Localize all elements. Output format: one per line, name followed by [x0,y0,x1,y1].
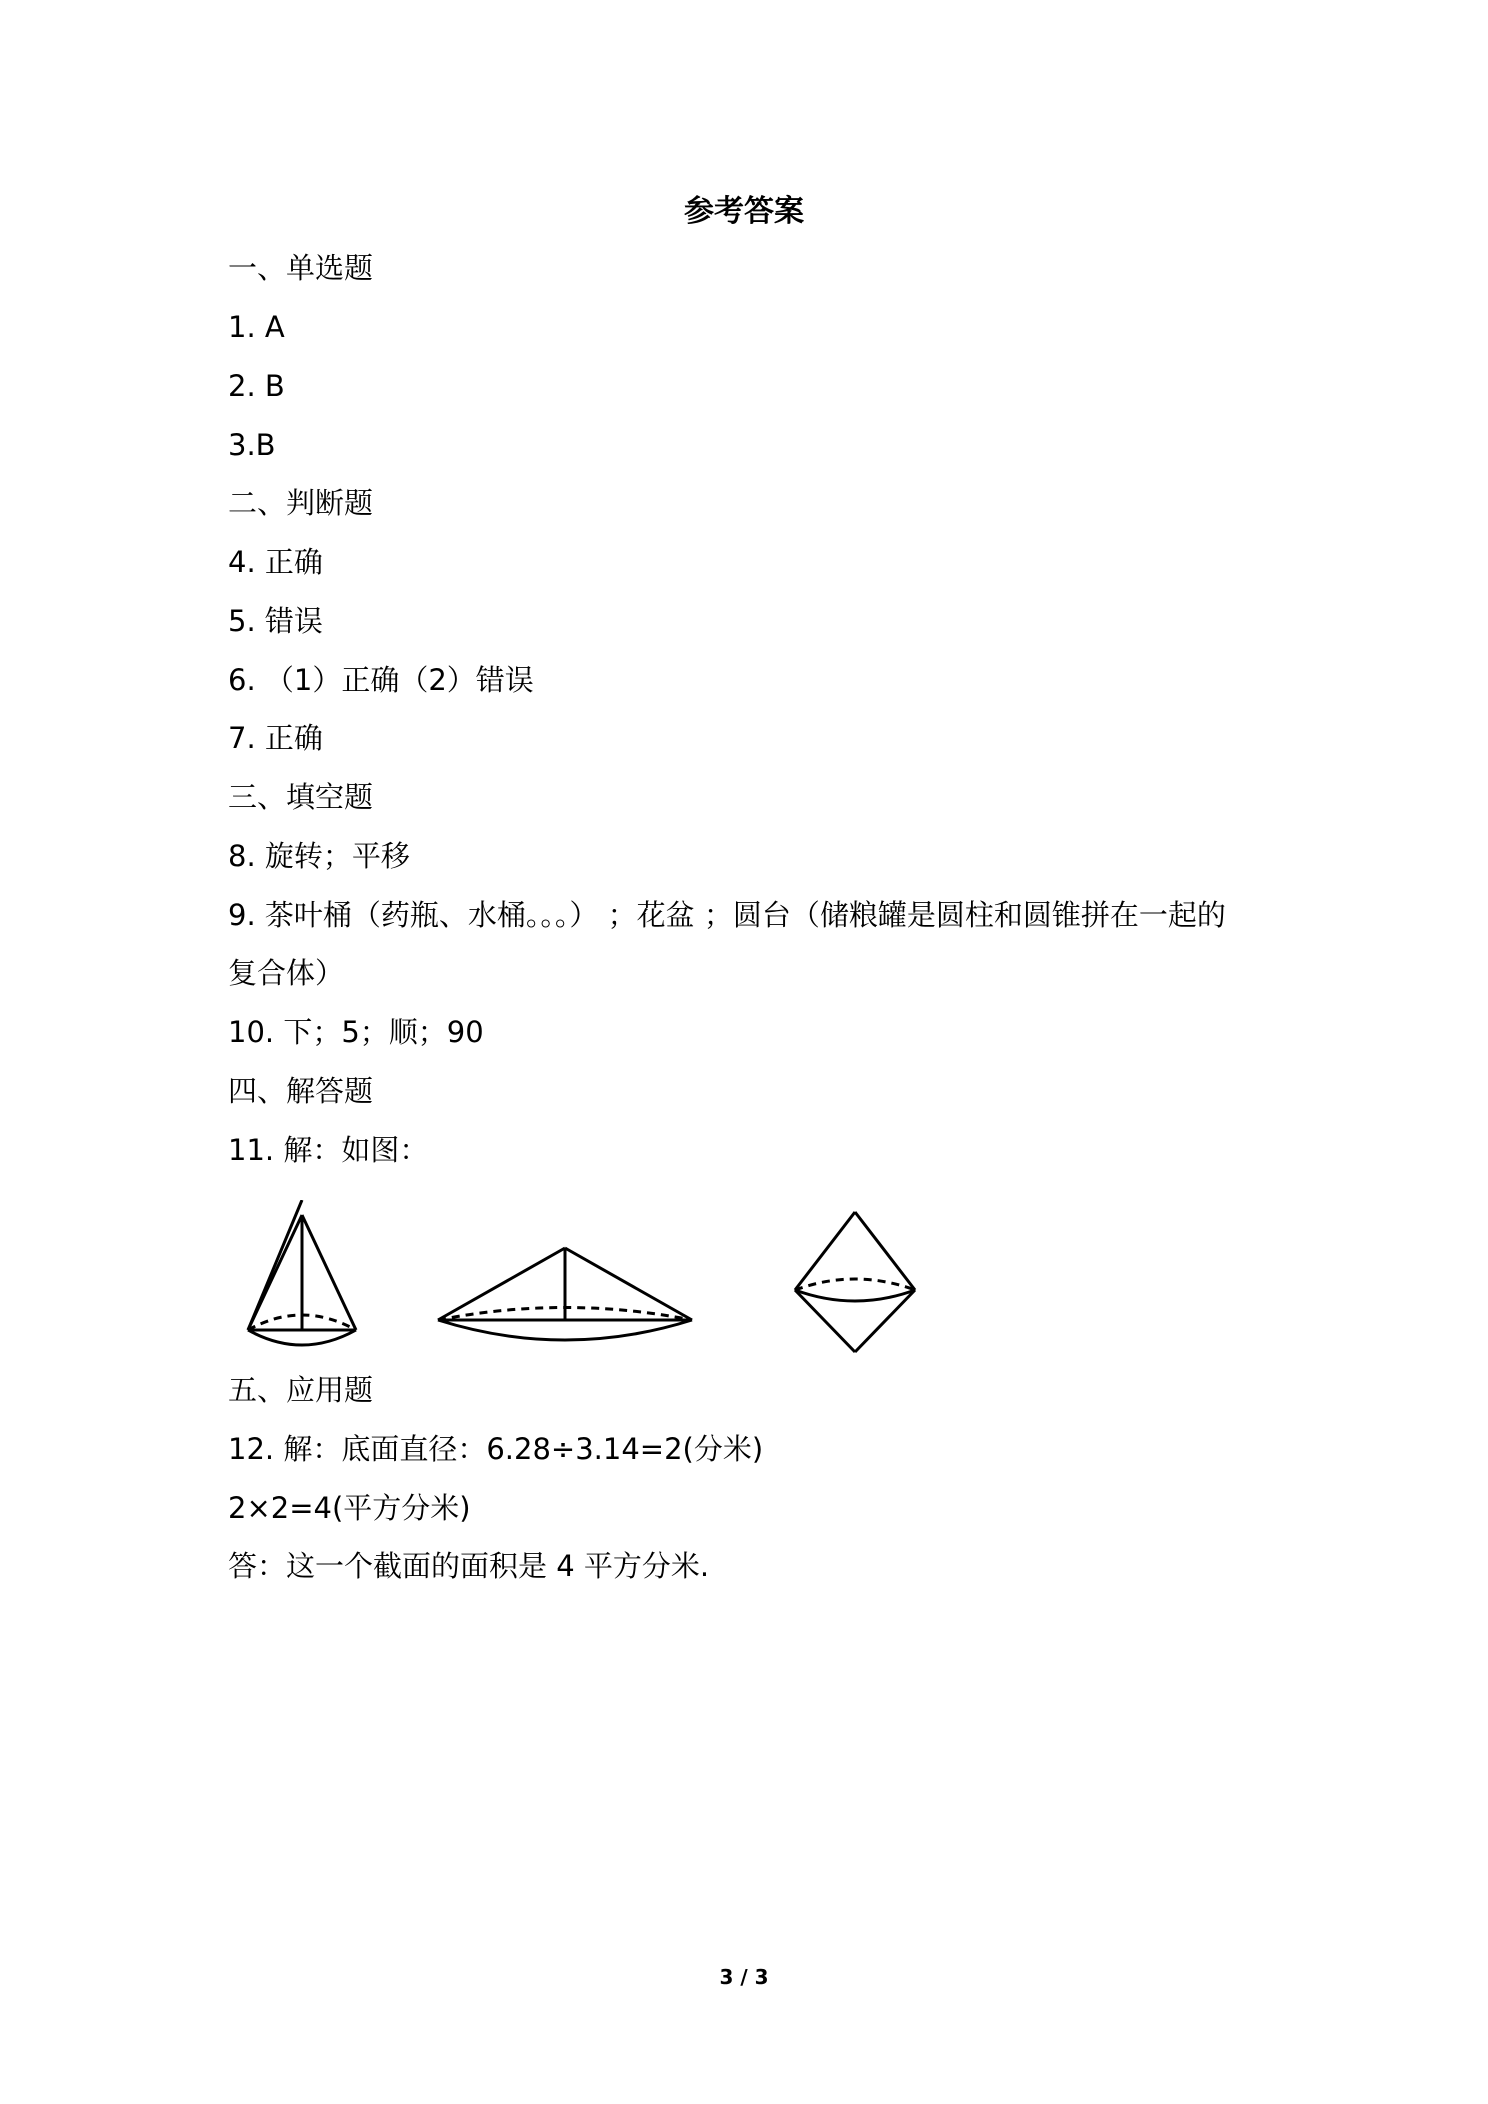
answer-9: 9. 茶叶桶（药瓶、水桶。。。） ；花盆 ；圆台（储粮罐是圆柱和圆锥拼在一起的 [228,898,1226,932]
answer-4: 4. 正确 [228,545,323,579]
answer-6: 6. （1）正确（2）错误 [228,663,534,697]
answer-11: 11. 解：如图： [228,1133,429,1167]
cone-cross-section-figures [228,1200,988,1360]
answer-7: 7. 正确 [228,721,323,755]
section-heading-single-choice: 一、单选题 [228,251,374,285]
section-heading-solve: 四、解答题 [228,1074,374,1108]
answer-5: 5. 错误 [228,604,323,638]
double-cone-figure [795,1212,915,1352]
section-heading-application: 五、应用题 [228,1373,374,1407]
answer-8: 8. 旋转；平移 [228,839,410,873]
section-heading-true-false: 二、判断题 [228,486,374,520]
answer-3: 3.B [228,428,276,462]
answer-12: 12. 解：底面直径：6.28÷3.14=2(分米) [228,1432,764,1466]
answer-12-step-2: 2×2=4(平方分米) [228,1491,471,1525]
answer-1: 1. A [228,310,285,344]
section-heading-fill-blank: 三、填空题 [228,780,374,814]
page-number: 3 / 3 [719,1965,769,1989]
answer-2: 2. B [228,369,285,403]
answer-10: 10. 下；5；顺；90 [228,1015,484,1049]
page-title: 参考答案 [684,194,804,229]
tall-cone-figure [248,1200,356,1345]
answer-12-conclusion: 答：这一个截面的面积是 4 平方分米. [228,1549,710,1583]
answer-9-continued: 复合体） [228,956,345,990]
wide-cone-figure [438,1248,692,1340]
